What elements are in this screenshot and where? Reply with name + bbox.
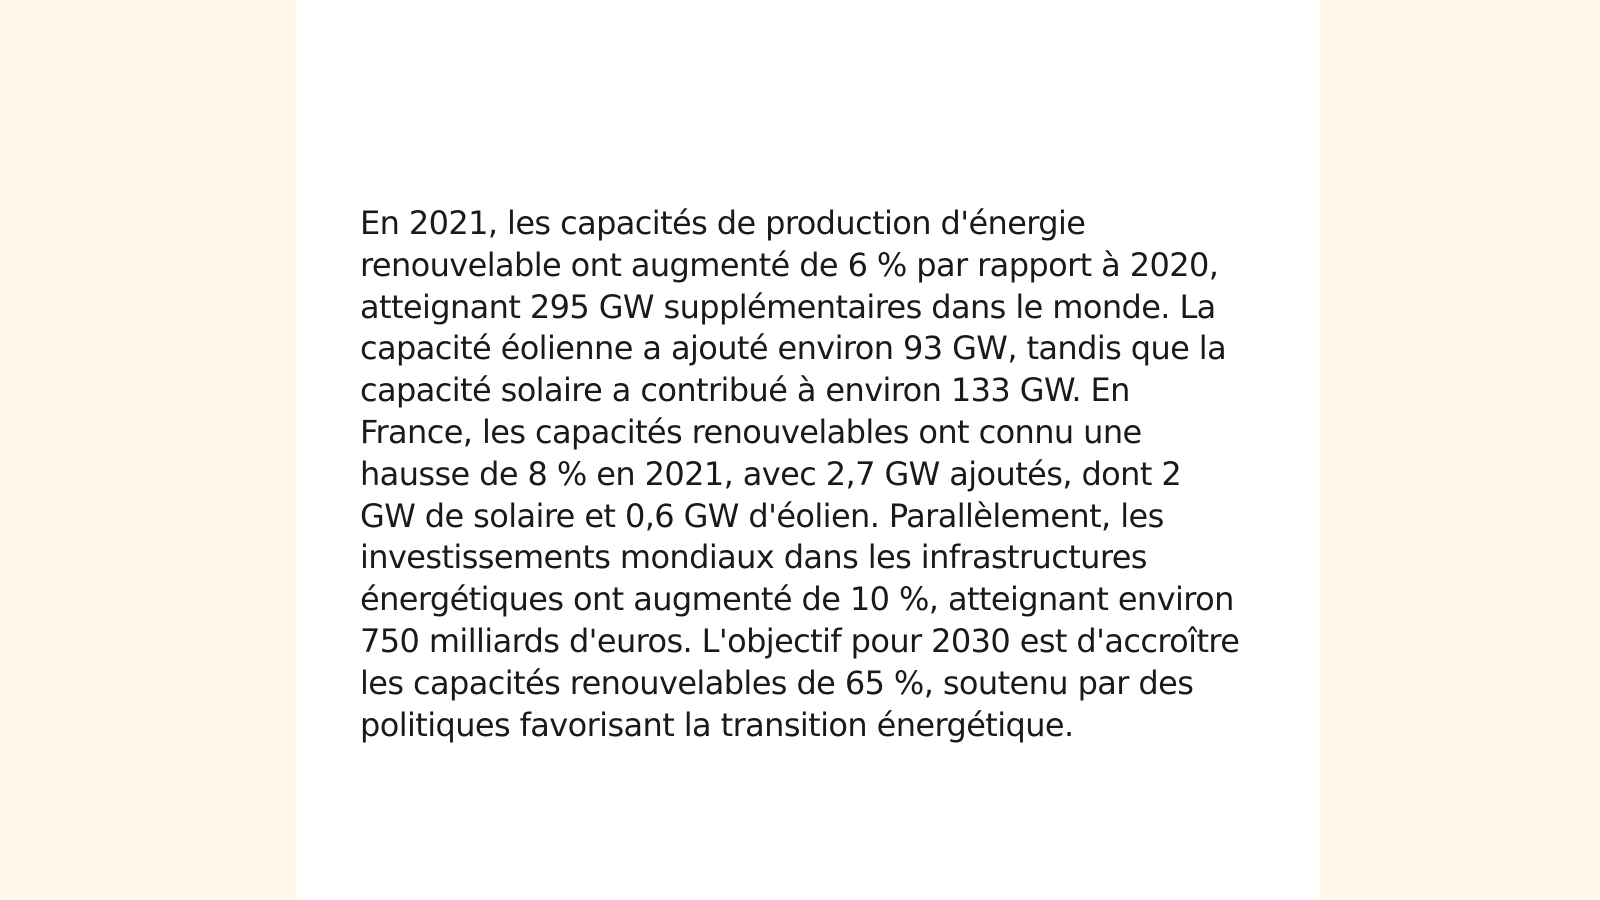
document-page (296, 0, 1320, 900)
body-paragraph: En 2021, les capacités de production d'énergie renouvelable ont augmenté de 6 % par rapport à 2020, atteignant 295 GW supplémentaires dans le monde. La capacité éolienne a ajouté environ 93 GW, tandis que la capacité solaire a contribué à environ 133 GW. En France, les capacités renouvelables ont connu une hausse de 8 % en 2021, avec 2,7 GW ajoutés, dont 2 GW de solaire et 0,6 GW d'éolien. Parallèlement, les investissements mondiaux dans les infrastructures énergétiques ont augmenté de 10 %, atteignant environ 750 milliards d'euros. L'objectif pour 2030 est d'accroître les capacités renouvelables de 65 %, soutenu par des politiques favorisant la transition énergétique. (360, 204, 1240, 744)
